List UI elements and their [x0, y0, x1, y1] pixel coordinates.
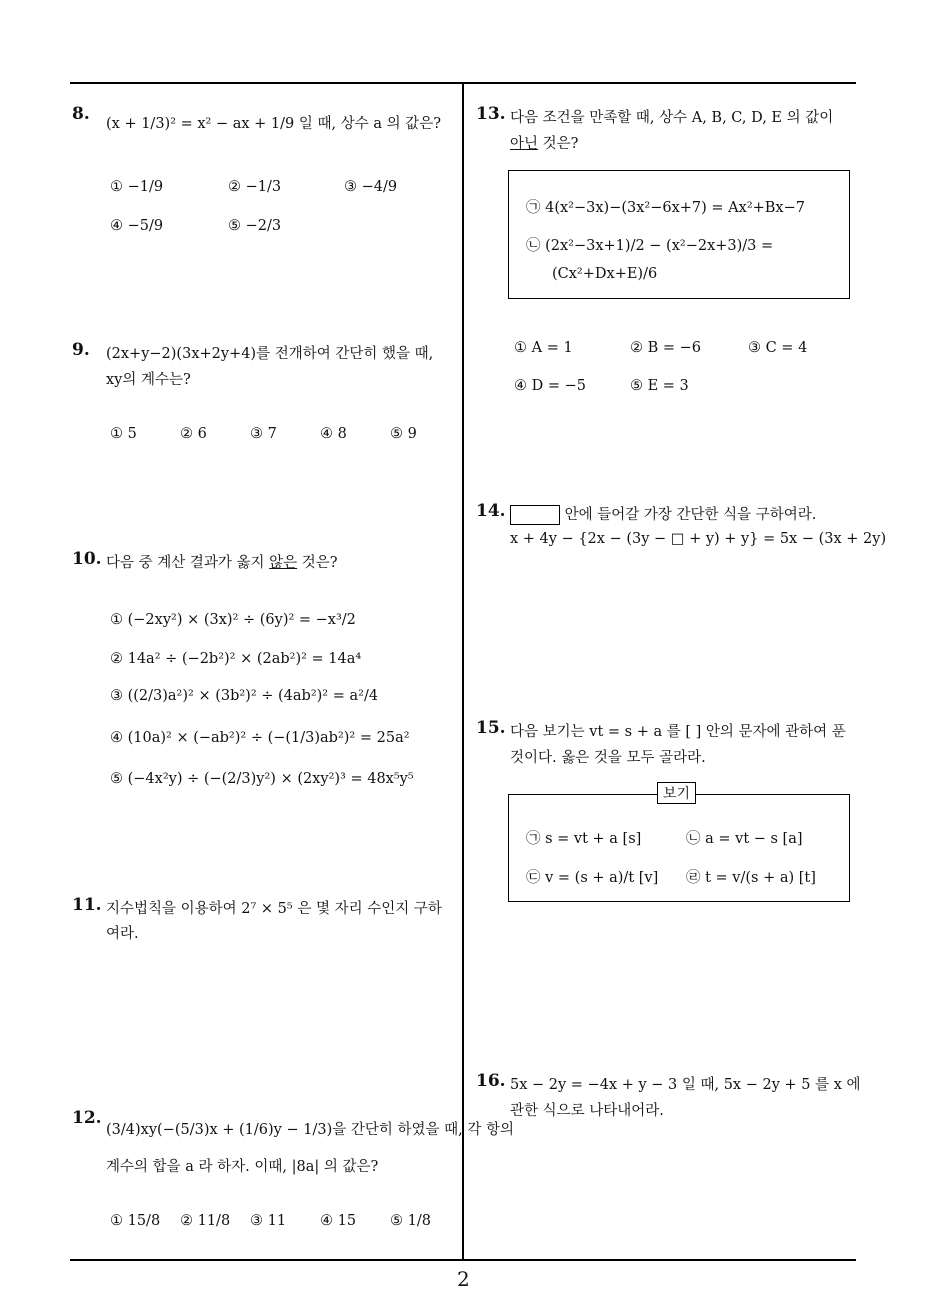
option-4[interactable]: ④ D = −5: [514, 378, 586, 394]
question-stem: (x + 1/3)² = x² − ax + 1/9 일 때, 상수 a 의 값은?: [106, 116, 441, 132]
option-4[interactable]: ④ −5/9: [110, 218, 164, 234]
equation: x + 4y − {2x − (3y − □ + y) + y} = 5x − (3x + 2y): [510, 531, 887, 547]
example-item-1: ㉠ s = vt + a [s]: [526, 831, 642, 847]
question-stem-line-1: 다음 보기는 vt = s + a 를 [ ] 안의 문자에 관하여 푼: [510, 724, 846, 740]
option-3[interactable]: ③ −4/9: [344, 179, 398, 195]
option-5[interactable]: ⑤ −2/3: [228, 218, 282, 234]
option-5[interactable]: ⑤ 9: [390, 426, 417, 442]
stem-underlined: 아닌: [510, 136, 539, 152]
question-number: 8.: [72, 104, 90, 124]
question-number: 14.: [476, 501, 506, 521]
column-divider: [462, 82, 464, 1260]
option-3[interactable]: ③ ((2/3)a²)² × (3b²)² ÷ (4ab²)² = a²/4: [110, 688, 379, 704]
condition-1: ㉠ 4(x²−3x)−(3x²−6x+7) = Ax²+Bx−7: [526, 200, 805, 216]
question-stem-line-2: 것이다. 옳은 것을 모두 골라라.: [510, 750, 706, 766]
question-number: 11.: [72, 895, 102, 915]
page-number: 2: [457, 1267, 470, 1291]
option-1[interactable]: ① 15/8: [110, 1213, 161, 1229]
option-2[interactable]: ② B = −6: [630, 340, 702, 356]
question-stem: [106, 551, 338, 572]
condition-2-continued: (Cx²+Dx+E)/6: [552, 266, 658, 282]
stem-text-end: 것은?: [297, 555, 338, 571]
question-number: 9.: [72, 340, 90, 360]
question-number: 13.: [476, 104, 506, 124]
question-stem: [510, 503, 816, 525]
question-stem-line-2: xy의 계수는?: [106, 372, 191, 388]
option-4[interactable]: ④ 15: [320, 1213, 357, 1229]
stem-text-end: 것은?: [538, 136, 579, 152]
stem-text: 안에 들어갈 가장 간단한 식을 구하여라.: [564, 507, 817, 523]
answer-blank-box: [510, 505, 560, 525]
question-number: 12.: [72, 1108, 102, 1128]
question-stem-line-1: 다음 조건을 만족할 때, 상수 A, B, C, D, E 의 값이: [510, 110, 834, 126]
option-1[interactable]: ① −1/9: [110, 179, 164, 195]
example-item-4: ㉣ t = v/(s + a) [t]: [686, 870, 816, 886]
option-5[interactable]: ⑤ E = 3: [630, 378, 689, 394]
question-stem-line-1: 지수법칙을 이용하여 2⁷ × 5⁵ 은 몇 자리 수인지 구하: [106, 901, 442, 917]
question-stem-line-2: 여라.: [106, 926, 139, 942]
option-1[interactable]: ① 5: [110, 426, 137, 442]
option-2[interactable]: ② 6: [180, 426, 207, 442]
option-2[interactable]: ② 11/8: [180, 1213, 231, 1229]
option-3[interactable]: ③ 7: [250, 426, 277, 442]
question-stem-line-2: [510, 132, 578, 153]
question-stem-line-1: (2x+y−2)(3x+2y+4)를 전개하여 간단히 했을 때,: [106, 346, 434, 362]
question-stem-line-1: 5x − 2y = −4x + y − 3 일 때, 5x − 2y + 5 를 x 에: [510, 1077, 861, 1093]
example-box-title: 보기: [657, 782, 696, 804]
stem-text: 다음 중 계산 결과가 옳지: [106, 555, 270, 571]
option-4[interactable]: ④ (10a)² × (−ab²)² ÷ (−(1/3)ab²)² = 25a²: [110, 730, 410, 746]
option-2[interactable]: ② −1/3: [228, 179, 282, 195]
option-1[interactable]: ① (−2xy²) × (3x)² ÷ (6y)² = −x³/2: [110, 612, 356, 628]
condition-2: ㉡ (2x²−3x+1)/2 − (x²−2x+3)/3 =: [526, 238, 774, 254]
option-3[interactable]: ③ 11: [250, 1213, 287, 1229]
option-1[interactable]: ① A = 1: [514, 340, 573, 356]
option-5[interactable]: ⑤ (−4x²y) ÷ (−(2/3)y²) × (2xy²)³ = 48x⁵y⁵: [110, 771, 414, 787]
question-stem-line-2: 관한 식으로 나타내어라.: [510, 1103, 664, 1119]
question-number: 15.: [476, 718, 506, 738]
bottom-rule: [70, 1259, 856, 1261]
option-4[interactable]: ④ 8: [320, 426, 347, 442]
example-item-2: ㉡ a = vt − s [a]: [686, 831, 803, 847]
question-stem-line-1: (3/4)xy(−(5/3)x + (1/6)y − 1/3)을 간단히 하였을 때, 각 항의: [106, 1122, 514, 1138]
question-number: 10.: [72, 549, 102, 569]
stem-underlined: 않은: [269, 555, 298, 571]
option-5[interactable]: ⑤ 1/8: [390, 1213, 431, 1229]
option-2[interactable]: ② 14a² ÷ (−2b²)² × (2ab²)² = 14a⁴: [110, 651, 362, 667]
question-stem-line-2: 계수의 합을 a 라 하자. 이때, |8a| 의 값은?: [106, 1159, 379, 1175]
question-number: 16.: [476, 1071, 506, 1091]
option-3[interactable]: ③ C = 4: [748, 340, 808, 356]
example-item-3: ㉢ v = (s + a)/t [v]: [526, 870, 659, 886]
